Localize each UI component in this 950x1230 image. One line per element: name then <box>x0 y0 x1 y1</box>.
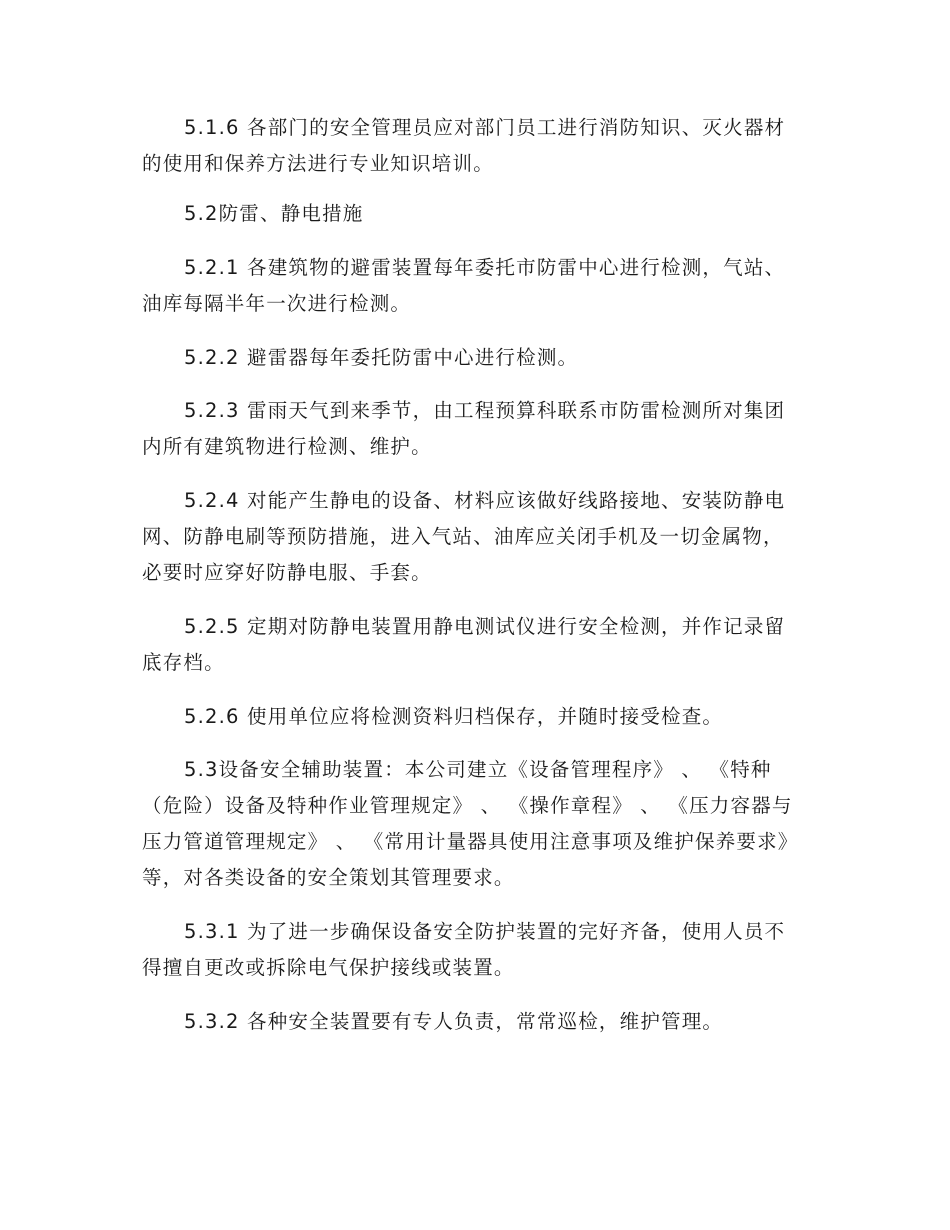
paragraph-5-3-1: 5.3.1 为了进一步确保设备安全防护装置的完好齐备，使用人员不得擅自更改或拆除电气保护接线或装置。 <box>142 920 786 979</box>
paragraph-5-2-5: 5.2.5 定期对防静电装置用静电测试仪进行安全检测，并作记录留底存档。 <box>142 615 786 674</box>
paragraph-5-2-4: 5.2.4 对能产生静电的设备、材料应该做好线路接地、安装防静电网、防静电刷等预防措施，进入气站、油库应关闭手机及一切金属物，必要时应穿好防静电服、手套。 <box>142 489 786 584</box>
paragraph-5-2-3: 5.2.3 雷雨天气到来季节，由工程预算科联系市防雷检测所对集团内所有建筑物进行检测、维护。 <box>142 399 786 458</box>
paragraph-5-2-2: 5.2.2 避雷器每年委托防雷中心进行检测。 <box>184 346 579 369</box>
paragraph-5-2-1: 5.2.1 各建筑物的避雷装置每年委托市防雷中心进行检测，气站、油库每隔半年一次进行检测。 <box>142 256 786 315</box>
paragraph-5-3-equipment-safety: 5.3设备安全辅助装置：本公司建立《设备管理程序》 、 《特种（危险）设备及特种作业管理规定》 、 《操作章程》 、 《压力容器与压力管道管理规定》 、 《常用计量器具使用注意事项及维护保养要求》等，对各类设备的安全策划其管理要求。 <box>142 758 799 889</box>
paragraph-5-1-6: 5.1.6 各部门的安全管理员应对部门员工进行消防知识、灭火器材的使用和保养方法进行专业知识培训。 <box>142 116 786 175</box>
heading-5-2-lightning-static: 5.2防雷、静电措施 <box>184 202 364 225</box>
paragraph-5-2-6: 5.2.6 使用单位应将检测资料归档保存，并随时接受检查。 <box>184 705 724 728</box>
paragraph-5-3-2: 5.3.2 各种安全装置要有专人负责，常常巡检，维护管理。 <box>184 1010 724 1033</box>
